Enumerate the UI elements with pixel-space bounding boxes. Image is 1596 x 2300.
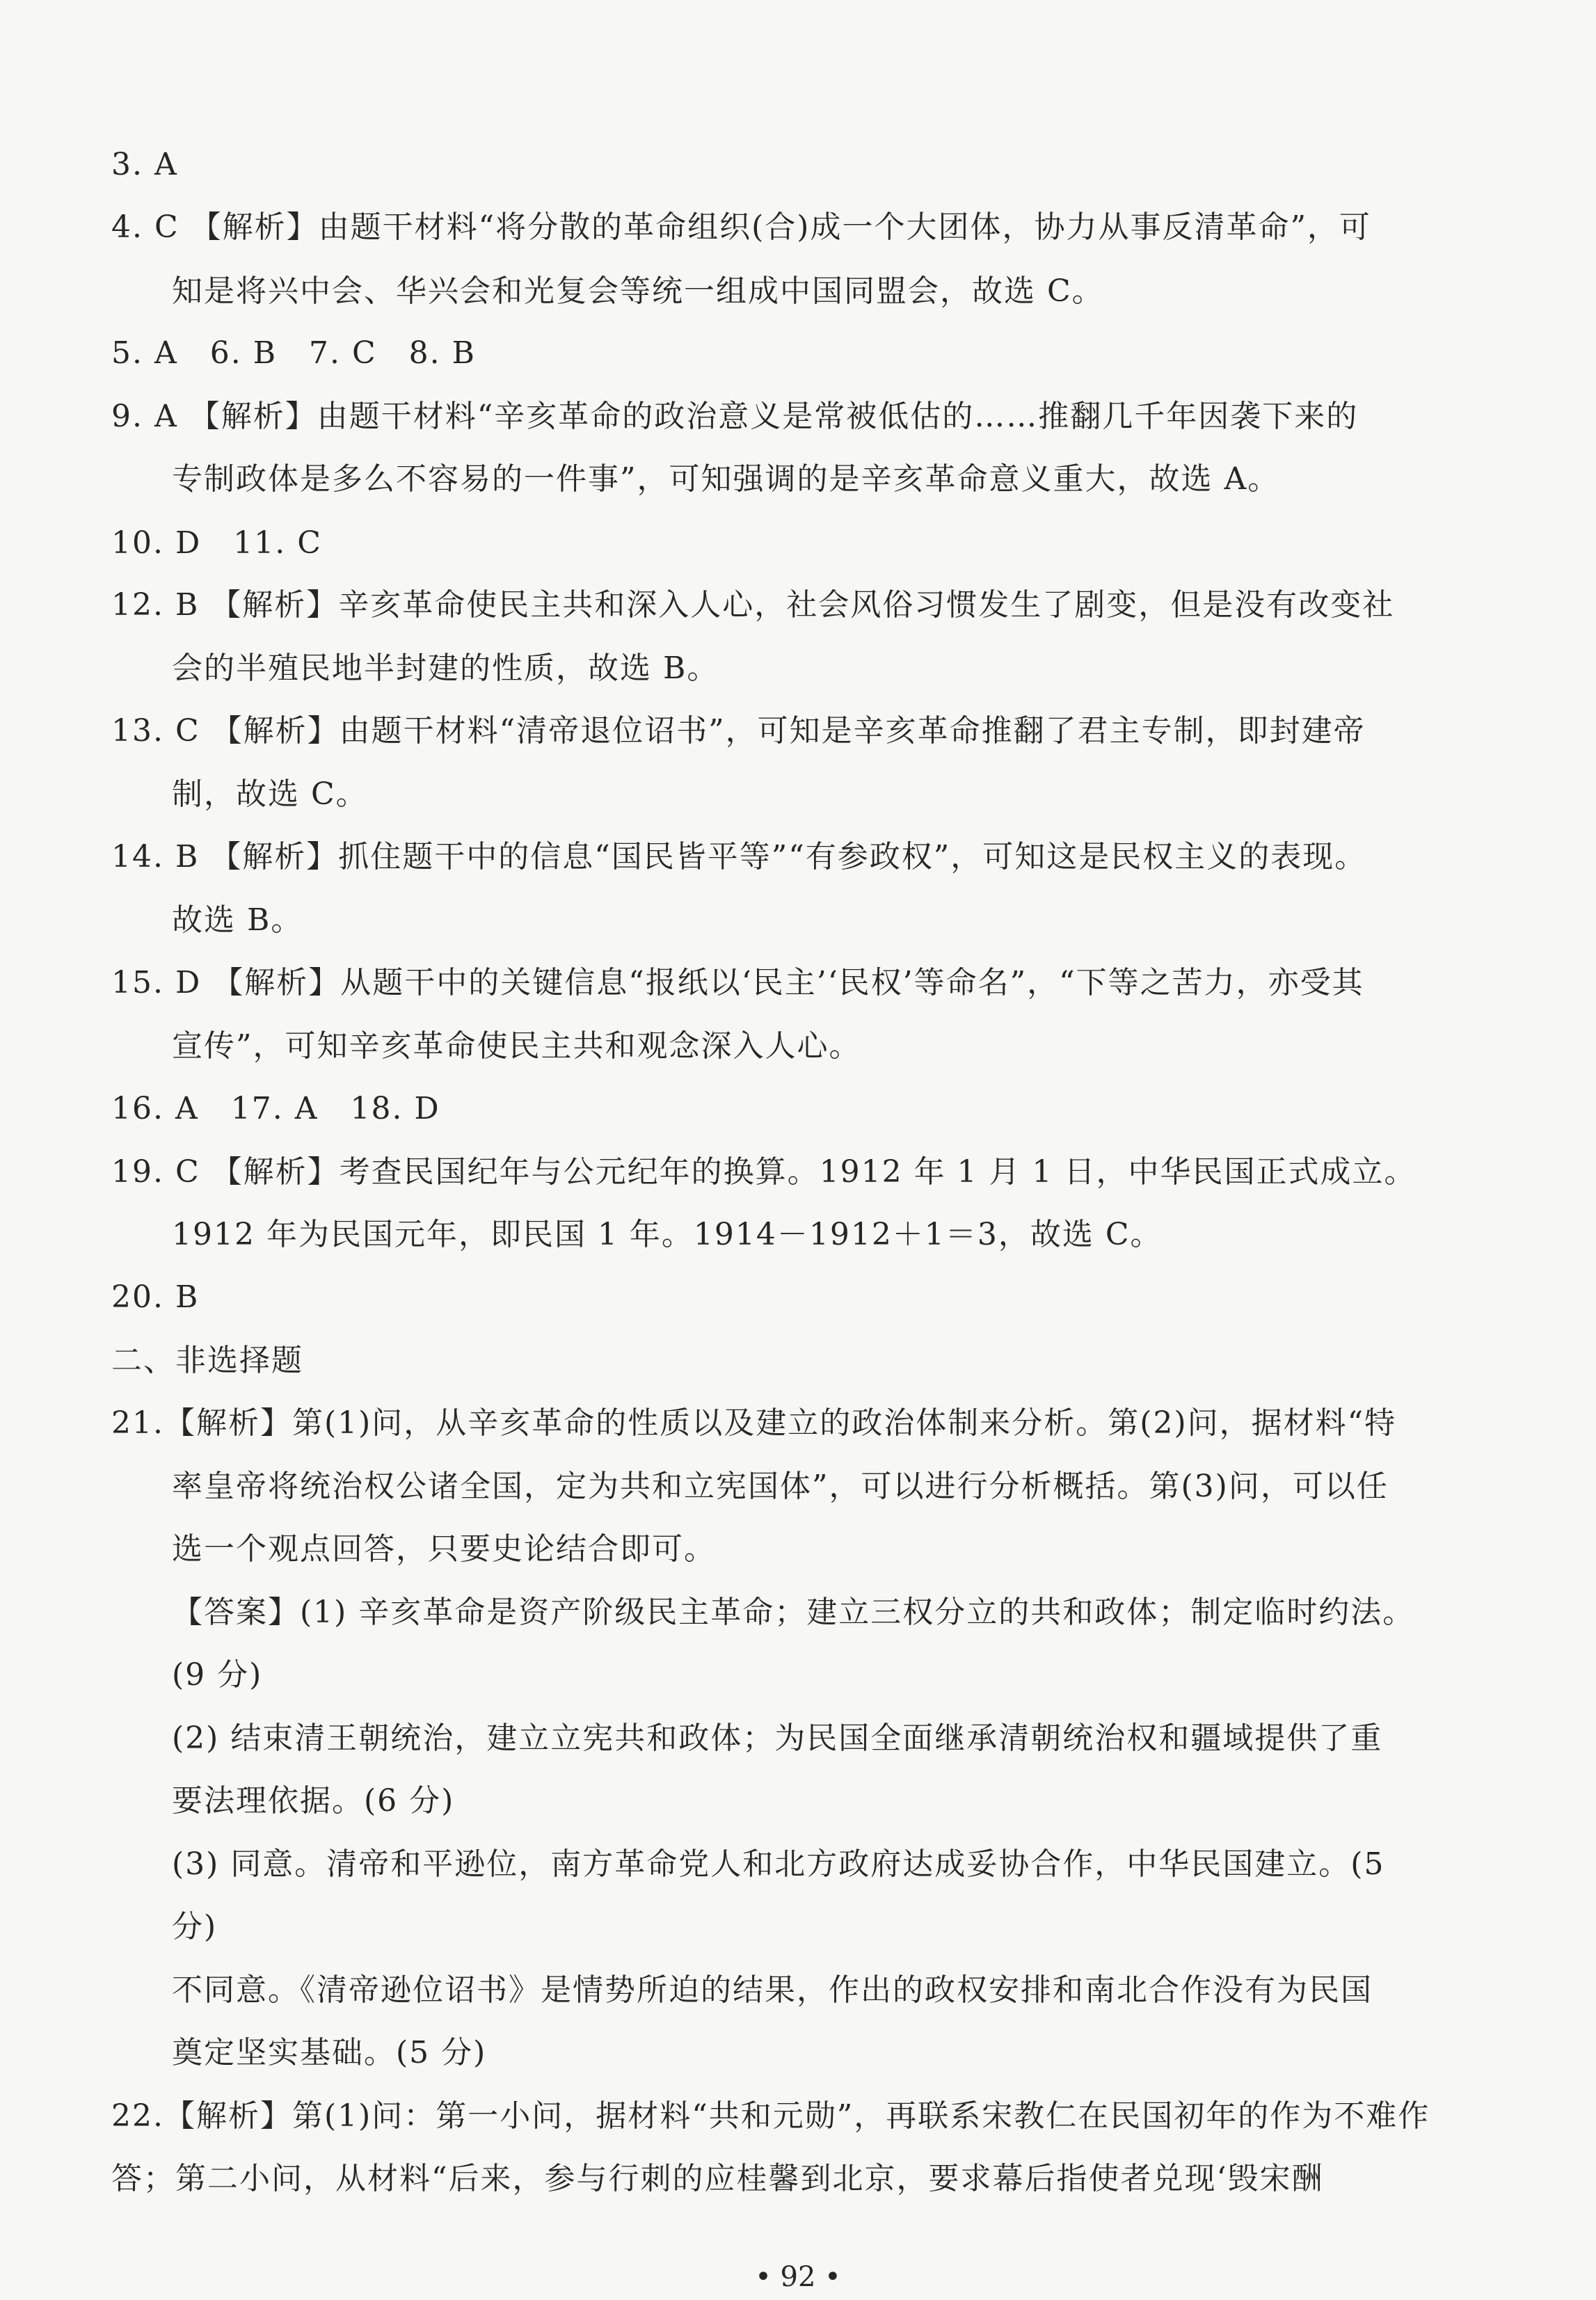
text-line: 知是将兴中会、华兴会和光复会等统一组成中国同盟会，故选 C。 bbox=[172, 273, 1104, 309]
text-line: 会的半殖民地半封建的性质，故选 B。 bbox=[172, 650, 719, 686]
text-line: 故选 B。 bbox=[172, 902, 303, 938]
text-line: 率皇帝将统治权公诸全国，定为共和立宪国体”，可以进行分析概括。第(3)问，可以任 bbox=[172, 1469, 1389, 1504]
text-line: 22.【解析】第(1)问：第一小问，据材料“共和元勋”，再联系宋教仁在民国初年的作为不难作 bbox=[111, 2098, 1430, 2134]
answer-line: 分) bbox=[172, 1909, 218, 1944]
text-line: 专制政体是多么不容易的一件事”，可知强调的是辛亥革命意义重大，故选 A。 bbox=[172, 461, 1280, 497]
page-number: • 92 • bbox=[755, 2261, 841, 2293]
text-line: 3. A bbox=[111, 147, 178, 182]
answer-line: 【答案】(1) 辛亥革命是资产阶级民主革命；建立三权分立的共和政体；制定临时约法。 bbox=[172, 1595, 1415, 1630]
text-line: 19. C 【解析】考查民国纪年与公元纪年的换算。1912 年 1 月 1 日，中华民国正式成立。 bbox=[111, 1154, 1417, 1190]
text-line: 选一个观点回答，只要史论结合即可。 bbox=[172, 1531, 716, 1567]
text-line: 9. A 【解析】由题干材料“辛亥革命的政治意义是常被低估的……推翻几千年因袭下来的 bbox=[111, 399, 1359, 434]
text-line: 13. C 【解析】由题干材料“清帝退位诏书”，可知是辛亥革命推翻了君主专制，即封建帝 bbox=[111, 713, 1366, 749]
text-line: 14. B 【解析】抓住题干中的信息“国民皆平等”“有参政权”，可知这是民权主义的表现。 bbox=[111, 839, 1367, 875]
text-line: 宣传”，可知辛亥革命使民主共和观念深入人心。 bbox=[172, 1028, 861, 1064]
text-line: 16. A 17. A 18. D bbox=[111, 1091, 440, 1126]
answer-line: (2) 结束清王朝统治，建立立宪共和政体；为民国全面继承清朝统治权和疆域提供了重 bbox=[172, 1720, 1383, 1756]
answer-line: 奠定坚实基础。(5 分) bbox=[172, 2035, 487, 2070]
text-line: 答；第二小问，从材料“后来，参与行刺的应桂馨到北京，要求幕后指使者兑现‘毁宋酬 bbox=[111, 2161, 1324, 2196]
text-line: 20. B bbox=[111, 1279, 200, 1315]
answer-line: 不同意。《清帝逊位诏书》是情势所迫的结果，作出的政权安排和南北合作没有为民国 bbox=[172, 1972, 1373, 2008]
section-heading: 二、非选择题 bbox=[111, 1343, 303, 1378]
answer-line: 要法理依据。(6 分) bbox=[172, 1783, 455, 1819]
answer-line: (3) 同意。清帝和平逊位，南方革命党人和北方政府达成妥协合作，中华民国建立。(5 bbox=[172, 1846, 1385, 1882]
text-line: 21.【解析】第(1)问，从辛亥革命的性质以及建立的政治体制来分析。第(2)问，据材料“特 bbox=[111, 1405, 1397, 1441]
text-line: 12. B 【解析】辛亥革命使民主共和深入人心，社会风俗习惯发生了剧变，但是没有改变社 bbox=[111, 587, 1395, 623]
text-line: 1912 年为民国元年，即民国 1 年。1914－1912＋1＝3，故选 C。 bbox=[172, 1217, 1163, 1252]
text-line: 4. C 【解析】由题干材料“将分散的革命组织(合)成一个大团体，协力从事反清革命”，可 bbox=[111, 209, 1371, 245]
text-line: 5. A 6. B 7. C 8. B bbox=[111, 335, 476, 371]
answer-line: (9 分) bbox=[172, 1657, 263, 1693]
text-line: 制，故选 C。 bbox=[172, 776, 368, 812]
text-line: 10. D 11. C bbox=[111, 525, 322, 561]
text-line: 15. D 【解析】从题干中的关键信息“报纸以‘民主’‘民权’等命名”，“下等之苦力，亦受其 bbox=[111, 965, 1364, 1000]
